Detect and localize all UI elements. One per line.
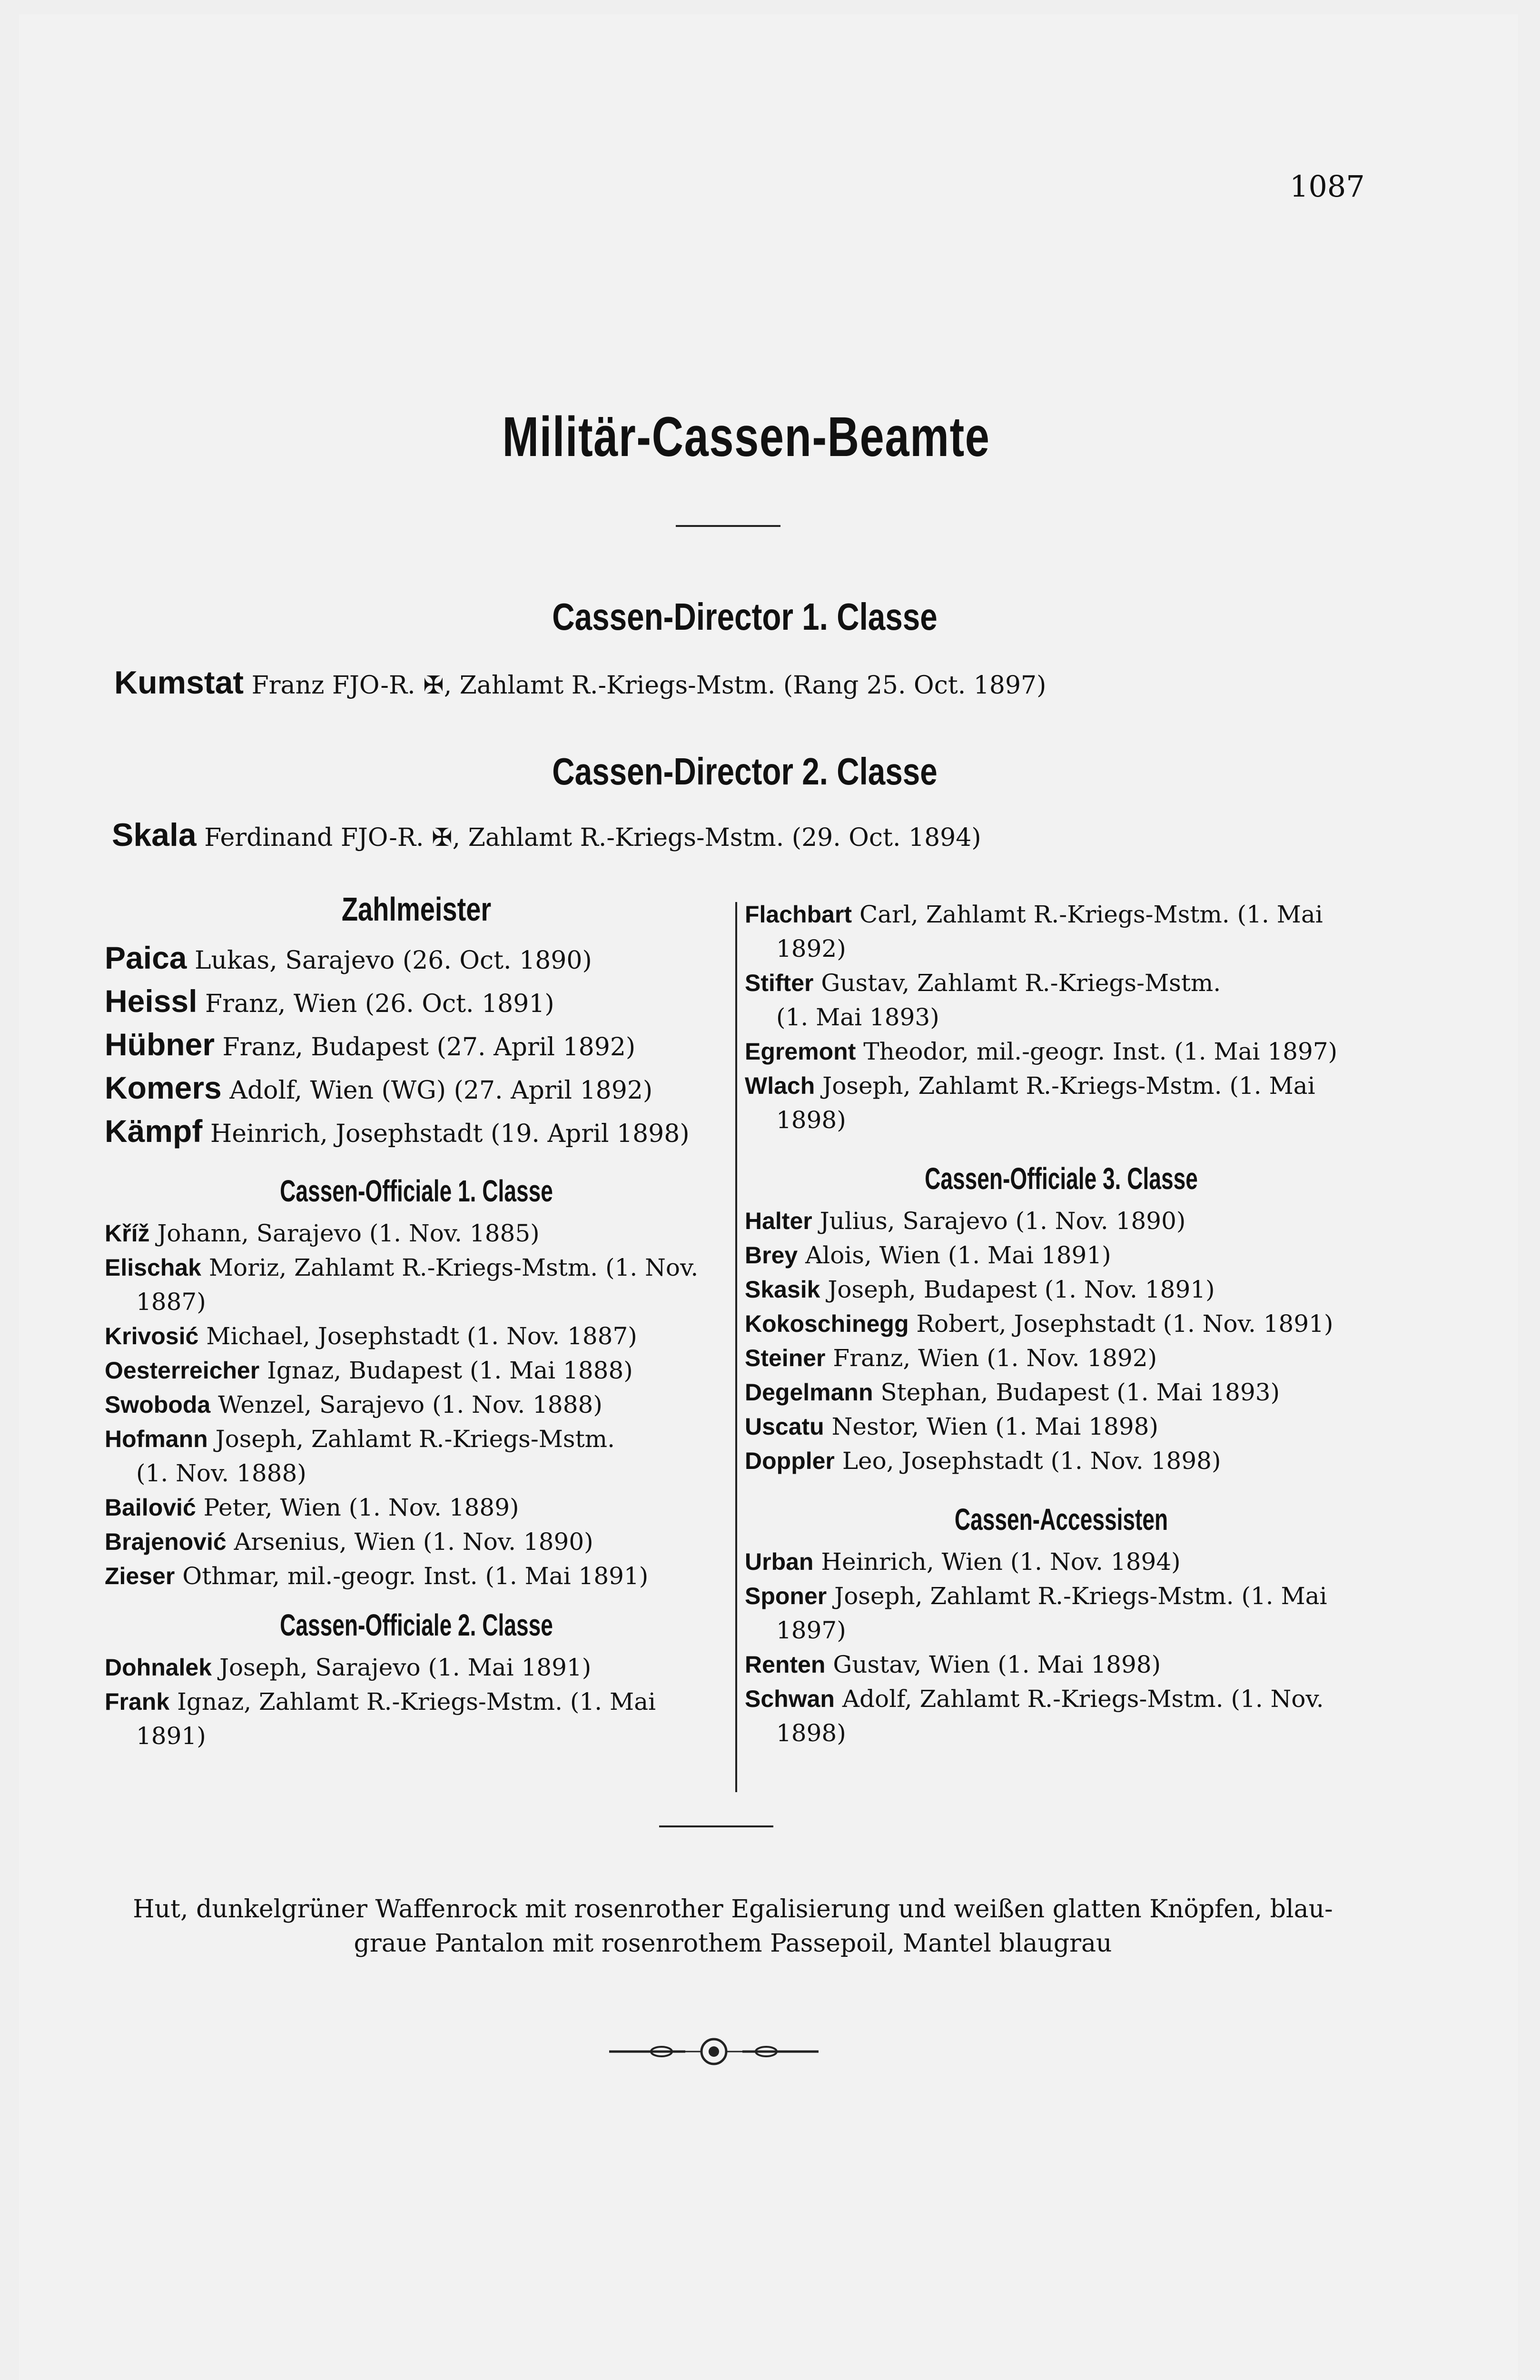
list-item: [105, 1650, 728, 1685]
entry-name: Uscatu: [745, 1413, 824, 1440]
entry-name: Skasik: [745, 1276, 820, 1303]
list-item: [745, 1647, 1378, 1682]
entry-name: Doppler: [745, 1448, 835, 1474]
entry-continuation: 1897): [776, 1616, 846, 1644]
list-item: [105, 1685, 728, 1753]
entry-text: Ignaz, Budapest (1. Mai 1888): [267, 1357, 633, 1384]
entry-name: Hübner: [105, 1027, 215, 1062]
entry-text: Franz FJO-R. ✠, Zahlamt R.-Kriegs-Mstm. (Rang 25. Oct. 1897): [251, 671, 1046, 700]
list-item: [745, 1341, 1378, 1375]
entry-text: Adolf, Wien (WG) (27. April 1892): [229, 1076, 653, 1105]
entry-text: Joseph, Zahlamt R.-Kriegs-Mstm.: [215, 1425, 615, 1453]
director1-heading: Cassen-Director 1. Classe: [552, 595, 938, 638]
entry-text: Ignaz, Zahlamt R.-Kriegs-Mstm. (1. Mai: [177, 1688, 656, 1716]
right-top-list: [745, 897, 1378, 1137]
entry-text: Julius, Sarajevo (1. Nov. 1890): [819, 1207, 1186, 1235]
entry-name: Schwan: [745, 1686, 835, 1712]
entry-text: Adolf, Zahlamt R.-Kriegs-Mstm. (1. Nov.: [842, 1685, 1324, 1713]
page-title: Militär-Cassen-Beamte: [502, 406, 990, 468]
list-item: [105, 1068, 728, 1111]
entry-text: Johann, Sarajevo (1. Nov. 1885): [157, 1220, 540, 1247]
entry-name: Kämpf: [105, 1113, 203, 1149]
ornament-divider-icon: [609, 2037, 819, 2066]
list-item: [105, 1353, 728, 1388]
list-item: [105, 1388, 728, 1422]
entry-text: Arsenius, Wien (1. Nov. 1890): [234, 1528, 593, 1556]
entry-name: Komers: [105, 1070, 222, 1105]
list-item: [105, 1559, 728, 1593]
entry-name: Hofmann: [105, 1426, 208, 1452]
entry-text: Lukas, Sarajevo (26. Oct. 1890): [195, 946, 592, 975]
entry-name: Bailović: [105, 1494, 196, 1521]
entry-name: Flachbart: [745, 901, 852, 928]
entry-text: Ferdinand FJO-R. ✠, Zahlamt R.-Kriegs-Mstm. (29. Oct. 1894): [204, 823, 981, 852]
entry-continuation: 1898): [776, 1106, 846, 1134]
entry-name: Stifter: [745, 970, 814, 996]
entry-continuation: 1887): [136, 1288, 206, 1316]
officiale2-heading: Cassen-Officiale 2. Classe: [280, 1608, 553, 1642]
page-number: 1087: [1290, 169, 1365, 204]
entry-name: Egremont: [745, 1038, 856, 1065]
entry-text: Leo, Josephstadt (1. Nov. 1898): [842, 1447, 1221, 1475]
officiale1-list: [105, 1216, 728, 1593]
entry-continuation: 1891): [136, 1722, 206, 1750]
entry-name: Oesterreicher: [105, 1357, 260, 1384]
list-item: [105, 1111, 728, 1154]
list-item: [745, 1034, 1378, 1069]
zahlmeister-list: [105, 938, 728, 1154]
entry-text: Gustav, Zahlamt R.-Kriegs-Mstm.: [821, 969, 1221, 997]
entry-text: Joseph, Zahlamt R.-Kriegs-Mstm. (1. Mai: [834, 1582, 1327, 1610]
list-item: [105, 1319, 728, 1353]
entry-continuation: 1898): [776, 1719, 846, 1747]
entry-text: Carl, Zahlamt R.-Kriegs-Mstm. (1. Mai: [859, 901, 1323, 928]
officiale3-heading: Cassen-Officiale 3. Classe: [925, 1161, 1198, 1196]
entry-text: Moriz, Zahlamt R.-Kriegs-Mstm. (1. Nov.: [208, 1254, 699, 1281]
entry-name: Heissl: [105, 983, 197, 1019]
list-item: [745, 966, 1378, 1034]
list-item: [745, 1579, 1378, 1647]
list-item: [745, 1307, 1378, 1341]
entry-text: Heinrich, Josephstadt (19. April 1898): [210, 1120, 690, 1148]
entry-name: Degelmann: [745, 1379, 873, 1406]
entry-text: Franz, Budapest (27. April 1892): [222, 1033, 636, 1061]
entry-name: Frank: [105, 1688, 170, 1715]
entry-text: Joseph, Budapest (1. Nov. 1891): [828, 1276, 1215, 1303]
zahlmeister-heading: Zahlmeister: [341, 891, 492, 928]
entry-text: Alois, Wien (1. Mai 1891): [805, 1241, 1111, 1269]
officiale3-list: [745, 1204, 1378, 1478]
document-page: [19, 14, 1518, 2380]
list-item: [745, 1444, 1378, 1478]
entry-text: Theodor, mil.-geogr. Inst. (1. Mai 1897): [863, 1038, 1338, 1065]
entry-name: Urban: [745, 1548, 814, 1575]
list-item: [745, 1409, 1378, 1444]
list-item: [745, 1204, 1378, 1238]
entry-name: Skala: [112, 817, 197, 853]
accessisten-heading: Cassen-Accessisten: [954, 1502, 1168, 1537]
list-item: [745, 1238, 1378, 1272]
entry-text: Michael, Josephstadt (1. Nov. 1887): [206, 1322, 637, 1350]
entry-continuation: 1892): [776, 935, 846, 962]
list-item: [105, 1250, 728, 1319]
entry-name: Zieser: [105, 1563, 175, 1589]
entry-name: Swoboda: [105, 1391, 211, 1418]
entry-text: Robert, Josephstadt (1. Nov. 1891): [916, 1310, 1333, 1338]
entry-name: Krivosić: [105, 1323, 199, 1349]
entry-text: Peter, Wien (1. Nov. 1889): [203, 1494, 519, 1521]
entry-text: Franz, Wien (1. Nov. 1892): [833, 1344, 1157, 1372]
entry-text: Joseph, Zahlamt R.-Kriegs-Mstm. (1. Mai: [822, 1072, 1315, 1100]
list-item: [105, 1525, 728, 1559]
entry-text: Joseph, Sarajevo (1. Mai 1891): [219, 1654, 592, 1681]
list-item: [745, 1069, 1378, 1137]
entry-text: Heinrich, Wien (1. Nov. 1894): [821, 1548, 1181, 1576]
entry-name: Elischak: [105, 1254, 201, 1281]
entry-name: Halter: [745, 1208, 812, 1234]
list-item: [105, 981, 728, 1024]
entry-text: Gustav, Wien (1. Mai 1898): [833, 1651, 1161, 1678]
entry-text: Nestor, Wien (1. Mai 1898): [831, 1413, 1158, 1440]
list-item: [105, 1216, 728, 1250]
entry-text: Othmar, mil.-geogr. Inst. (1. Mai 1891): [182, 1562, 649, 1590]
officiale1-heading: Cassen-Officiale 1. Classe: [280, 1174, 553, 1208]
entry-continuation: (1. Mai 1893): [776, 1003, 939, 1031]
list-item: [105, 1490, 728, 1525]
column-divider: [735, 902, 737, 1792]
entry-name: Brey: [745, 1242, 798, 1269]
uniform-description: [90, 1892, 1375, 1961]
entry-name: Sponer: [745, 1583, 827, 1609]
entry-name: Dohnalek: [105, 1654, 212, 1681]
entry-name: Steiner: [745, 1345, 826, 1371]
right-column: [745, 897, 1378, 1750]
entry-name: Wlach: [745, 1072, 815, 1099]
director1-entry: [114, 664, 1046, 701]
list-item: [105, 1422, 728, 1490]
list-item: [745, 1682, 1378, 1750]
list-item: [745, 1272, 1378, 1307]
accessisten-list: [745, 1545, 1378, 1750]
entry-text: Wenzel, Sarajevo (1. Nov. 1888): [218, 1391, 602, 1418]
list-item: [745, 1375, 1378, 1409]
footer-line-2: graue Pantalon mit rosenrothem Passepoil, Mantel blaugrau: [354, 1929, 1112, 1958]
footer-line-1: Hut, dunkelgrüner Waffenrock mit rosenrother Egalisierung und weißen glatten Knöpfen, blau-: [133, 1895, 1333, 1924]
entry-name: Kříž: [105, 1220, 150, 1247]
entry-continuation: (1. Nov. 1888): [136, 1459, 306, 1487]
entry-name: Kokoschinegg: [745, 1310, 909, 1337]
list-item: [105, 938, 728, 981]
director2-entry: [112, 816, 981, 853]
list-item: [745, 897, 1378, 966]
list-item: [745, 1545, 1378, 1579]
footer-rule: [659, 1825, 773, 1827]
left-column: [105, 890, 728, 1753]
entry-name: Kumstat: [114, 664, 244, 701]
list-item: [105, 1024, 728, 1068]
entry-name: Brajenović: [105, 1528, 227, 1555]
entry-text: Stephan, Budapest (1. Mai 1893): [880, 1378, 1280, 1406]
officiale2-list: [105, 1650, 728, 1753]
director2-heading: Cassen-Director 2. Classe: [552, 750, 938, 793]
entry-text: Franz, Wien (26. Oct. 1891): [205, 990, 554, 1018]
entry-name: Renten: [745, 1651, 826, 1678]
title-rule: [676, 525, 780, 527]
entry-name: Paica: [105, 940, 187, 975]
